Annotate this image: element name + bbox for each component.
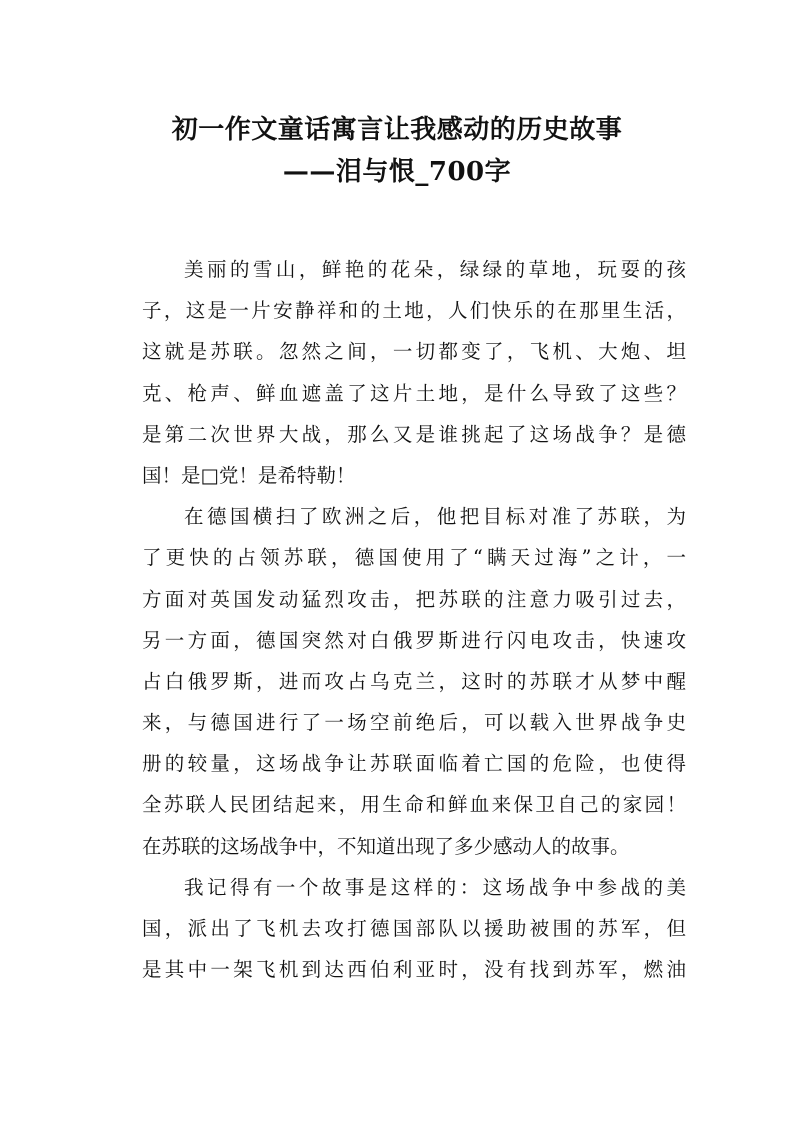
paragraph-1-line-5: 是第二次世界大战，那么又是谁挑起了这场战争？是德 <box>142 422 686 446</box>
title-line-2: ——泪与恨_700字 <box>282 157 512 187</box>
paragraph-2-line-7: 册的较量，这场战争让苏联面临着亡国的危险，也使得 <box>142 752 686 776</box>
paragraph-1-line-2: 子，这是一片安静祥和的土地，人们快乐的在那里生活， <box>142 299 686 323</box>
paragraph-2-line-8: 全苏联人民团结起来，用生命和鲜血来保卫自己的家园！ <box>142 793 686 817</box>
paragraph-1-line-4: 克、枪声、鲜血遮盖了这片土地，是什么导致了这些？ <box>142 381 686 405</box>
paragraph-1-line-1: 美丽的雪山，鲜艳的花朵，绿绿的草地，玩耍的孩 <box>184 258 686 281</box>
paragraph-2-line-1: 在德国横扫了欧洲之后，他把目标对准了苏联，为 <box>184 505 686 529</box>
paragraph-3-line-3: 是其中一架飞机到达西伯利亚时，没有找到苏军，燃油 <box>142 958 686 982</box>
paragraph-2-line-4: 另一方面，德国突然对白俄罗斯进行闪电攻击，快速攻 <box>142 628 686 652</box>
document-body <box>142 249 686 990</box>
paragraph-1-line-6: 国！是□党！是希特勒！ <box>142 463 356 487</box>
paragraph-2-line-9: 在苏联的这场战争中，不知道出现了多少感动人的故事。 <box>142 834 630 858</box>
paragraph-2-line-2: 了更快的占领苏联，德国使用了“瞒天过海”之计，一 <box>142 546 686 570</box>
paragraph-3-line-2: 国，派出了飞机去攻打德国部队以援助被围的苏军，但 <box>142 917 686 940</box>
document-title <box>100 109 694 193</box>
paragraph-1-line-3: 这就是苏联。忽然之间，一切都变了，飞机、大炮、坦 <box>142 340 686 364</box>
title-line-1: 初一作文童话寓言让我感动的历史故事 <box>171 115 623 145</box>
paragraph-3-line-1: 我记得有一个故事是这样的：这场战争中参战的美 <box>184 875 686 899</box>
paragraph-2-line-6: 来，与德国进行了一场空前绝后，可以载入世界战争史 <box>142 711 686 735</box>
paragraph-2-line-3: 方面对英国发动猛烈攻击，把苏联的注意力吸引过去， <box>142 587 686 611</box>
paragraph-2-line-5: 占白俄罗斯，进而攻占乌克兰，这时的苏联才从梦中醒 <box>142 669 686 693</box>
